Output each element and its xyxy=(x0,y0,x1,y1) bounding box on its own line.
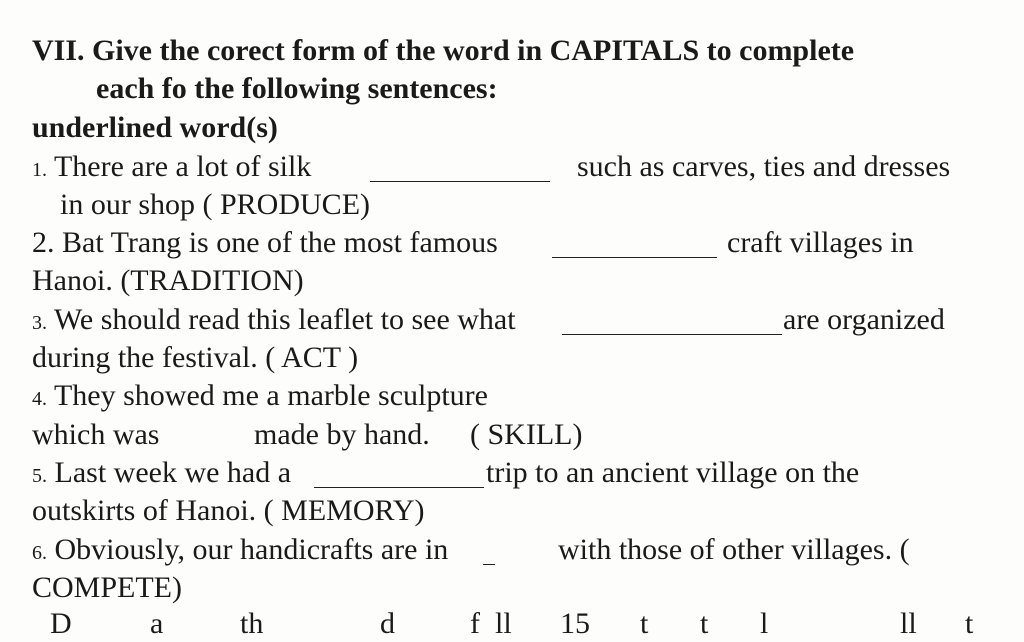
question-text-before: Bat Trang is one of the most famous xyxy=(62,226,498,259)
question-number: 5. xyxy=(32,465,47,487)
answer-blank-2[interactable] xyxy=(552,233,717,258)
question-continuation: COMPETE) xyxy=(32,571,182,604)
question-3 xyxy=(32,302,516,341)
question-continuation: made by hand. xyxy=(254,418,430,451)
question-number: 4. xyxy=(32,388,47,410)
question-5 xyxy=(32,455,291,494)
question-continuation: which was xyxy=(32,418,160,451)
question-4 xyxy=(32,378,488,417)
question-text-after: with those of other villages. ( xyxy=(558,533,910,566)
question-6 xyxy=(32,532,448,571)
cropped-next-line: D a th d f ll 15 t t l ll t xyxy=(50,607,974,640)
question-text-after: trip to an ancient village on the xyxy=(486,456,860,489)
exercise-title-continued: each fo the following sentences: xyxy=(96,72,498,105)
question-keyword: ( SKILL) xyxy=(470,418,583,451)
answer-blank-5[interactable] xyxy=(314,463,484,488)
question-text-before: We should read this leaflet to see what xyxy=(53,303,516,336)
question-continuation: during the festival. ( ACT ) xyxy=(32,341,359,374)
question-text-after: such as carves, ties and dresses xyxy=(577,150,951,183)
question-number: 1. xyxy=(32,159,47,181)
question-1 xyxy=(32,149,311,188)
question-2 xyxy=(32,225,498,261)
question-number: 6. xyxy=(32,542,47,564)
question-number: 2. xyxy=(32,226,55,259)
question-continuation: outskirts of Hanoi. ( MEMORY) xyxy=(32,494,425,527)
question-text-before: They showed me a marble sculpture xyxy=(53,379,488,412)
question-continuation: Hanoi. (TRADITION) xyxy=(32,264,304,297)
question-text-before: There are a lot of silk xyxy=(53,150,312,183)
question-text-before: Obviously, our handicrafts are in xyxy=(54,533,449,566)
question-number: 3. xyxy=(32,312,47,334)
exercise-title: VII. Give the corect form of the word in CAPITALS to complete xyxy=(32,34,855,67)
answer-blank-3[interactable] xyxy=(562,310,782,335)
exercise-subtitle: underlined word(s) xyxy=(32,111,278,144)
question-text-before: Last week we had a xyxy=(54,456,292,489)
question-text-after: are organized xyxy=(783,303,945,336)
answer-blank-1[interactable] xyxy=(370,157,550,182)
question-continuation: in our shop ( PRODUCE) xyxy=(60,188,371,221)
answer-blank-6[interactable] xyxy=(483,540,495,565)
question-text-after: craft villages in xyxy=(727,226,914,259)
